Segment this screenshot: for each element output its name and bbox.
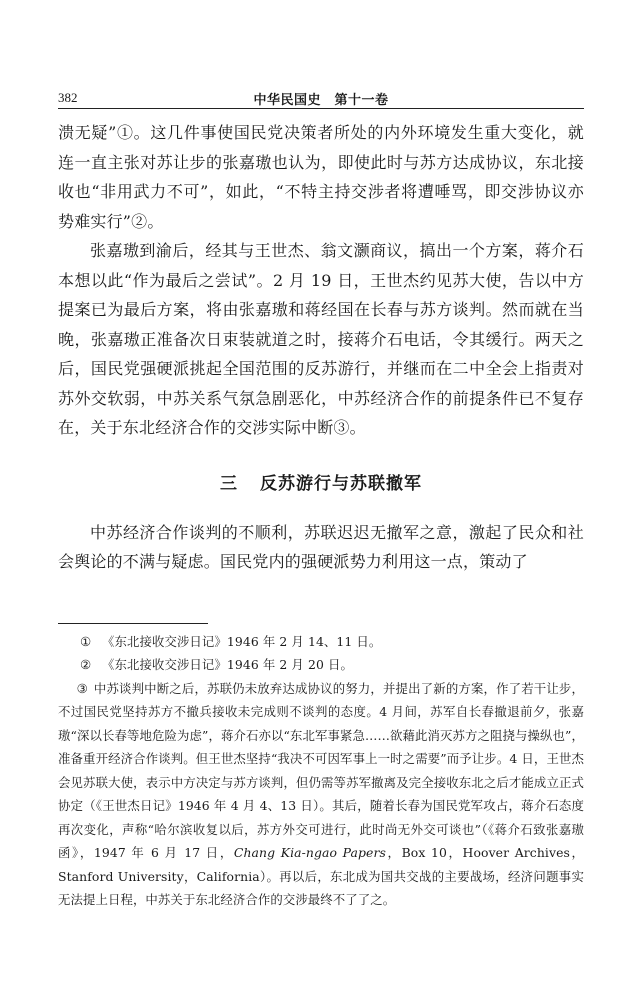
footnote-1 <box>58 630 584 654</box>
body-text <box>58 118 584 577</box>
section-paragraph: 中苏经济合作谈判的不顺利，苏联迟迟无撤军之意，激起了民众和社会舆论的不满与疑虑。国民党内的强硬派势力利用这一点，策动了 <box>58 522 584 571</box>
footnote-text: 《东北接收交涉日记》1946 年 2 月 14、11 日。 <box>102 633 382 649</box>
section-title: 反苏游行与苏联撤军 <box>260 473 422 494</box>
footnote-text <box>58 677 584 912</box>
footnote-italic-title: Chang Kia-ngao Papers <box>233 845 386 860</box>
footnote-text-part: 中苏谈判中断之后，苏联仍未放弃达成协议的努力，并提出了新的方案，作了若干让步，不过国民党坚持苏方不撤兵接收未完成则不谈判的态度。4 月间，苏军自长春撤退前夕，张嘉璈“深以长春等地危险为虑”，蒋介石亦以“东北军事紧急……欲藉此消灭苏方之阻挠与操纵也”，准备重开经济合作谈判。但王世杰坚持“我决不可因军事上一时之需要”而予让步。4 日，王世杰会见苏联大使，表示中方决定与苏方谈判，但仍需等苏军撤离及完全接收东北之后才能成立正式协定（《王世杰日记》1946 年 4 月 4、13 日）。其后，随着长春为国民党军攻占，蒋介石态度再次变化，声称“哈尔滨收复以后，苏方外交可进行，此时尚无外交可谈也”（《蒋介石致张嘉璈函》，1947 年 6 月 17 日， <box>58 680 584 860</box>
footnote-divider <box>58 623 208 624</box>
footnote-marker: ② <box>80 657 92 672</box>
footnote-text: 《东北接收交涉日记》1946 年 2 月 20 日。 <box>102 657 353 672</box>
footnote-3 <box>58 677 584 912</box>
paragraph-continued: 溃无疑”①。这几件事使国民党决策者所处的内外环境发生重大变化，就连一直主张对苏让步的张嘉璈也认为，即使此时与苏方达成协议，东北接收也“非用武力不可”，如此，“不特主持交涉者将遭唾骂，即交涉协议亦势难实行”②。 <box>58 123 584 231</box>
footnote-marker: ① <box>80 633 92 649</box>
running-title: 中华民国史 第十一卷 <box>253 93 389 108</box>
running-header <box>58 82 584 109</box>
page-number: 382 <box>58 90 78 105</box>
paragraph: 张嘉璈到渝后，经其与王世杰、翁文灏商议，搞出一个方案，蒋介石本想以此“作为最后之尝试”。2 月 19 日，王世杰约见苏大使，告以中方提案已为最后方案，将由张嘉璈和蒋经国在长春与苏方谈判。然而就在当晚，张嘉璈正准备次日束装就道之时，接蒋介石电话，令其缓行。两天之后，国民党强硬派挑起全国范围的反苏游行，并继而在二中全会上指责对苏外交软弱，中苏关系气氛急剧恶化，中苏经济合作的前提条件已不复存在，关于东北经济合作的交涉实际中断③。 <box>58 241 584 437</box>
footnote-2 <box>58 653 584 677</box>
footnotes <box>58 630 584 912</box>
footnote-marker: ③ <box>76 680 88 696</box>
section-heading <box>58 469 584 494</box>
section-number: 三 <box>220 473 238 494</box>
footnote-text-part: ，Box 10，Hoover Archives，Stanford University，California）。再以后，东北成为国共交战的主要战场，经济问题事实无法提上日程，中苏关于东北经济合作的交涉最终不了了之。 <box>58 845 585 907</box>
book-page <box>58 82 584 912</box>
